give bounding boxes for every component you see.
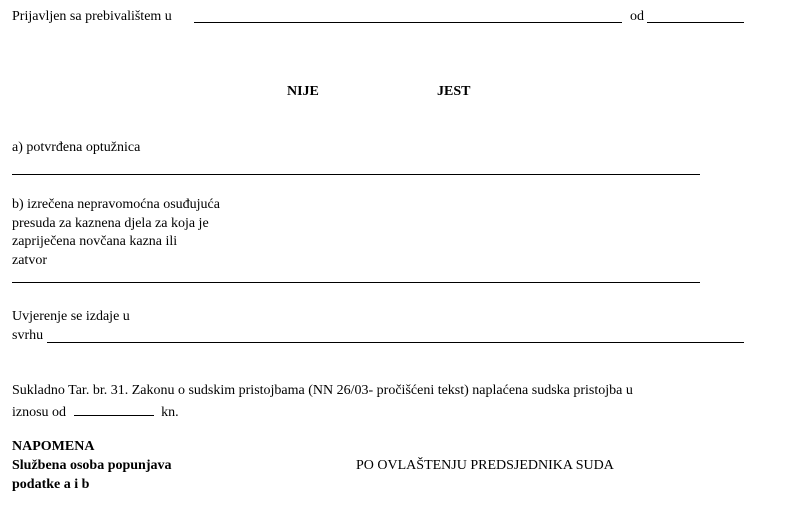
item-b-line-2: presuda za kaznena djela za koja je	[12, 215, 209, 231]
item-a-label: a) potvrđena optužnica	[12, 140, 141, 155]
fee-currency: kn.	[161, 405, 179, 420]
fee-amount-label: iznosu od	[12, 405, 67, 420]
item-b-line-1: b) izrečena nepravomoćna osuđujuća	[12, 197, 220, 212]
note-line-2: podatke a i b	[12, 477, 90, 492]
residence-input-line[interactable]	[194, 22, 622, 23]
item-b-line-3: zapriječena novčana kazna ili	[12, 234, 178, 249]
item-b-line[interactable]	[12, 282, 700, 283]
note-line-1: Službena osoba popunjava	[12, 458, 172, 473]
purpose-input-line[interactable]	[47, 342, 744, 343]
residence-label: Prijavljen sa prebivalištem u	[12, 9, 172, 24]
residence-date-line[interactable]	[647, 22, 744, 23]
residence-from-label: od	[630, 9, 644, 24]
fee-text: Sukladno Tar. br. 31. Zakonu o sudskim pristojbama (NN 26/03- pročišćeni tekst) naplaćena sudska pristojba u	[12, 383, 633, 398]
purpose-svrhu-label: svrhu	[12, 328, 44, 343]
fee-amount-input[interactable]	[74, 402, 154, 416]
item-b-text	[12, 196, 220, 270]
authority-signature-label: PO OVLAŠTENJU PREDSJEDNIKA SUDA	[356, 458, 614, 473]
option-no[interactable]: NIJE	[287, 84, 319, 99]
purpose-label: Uvjerenje se izdaje u	[12, 309, 130, 324]
note-title: NAPOMENA	[12, 439, 95, 454]
item-b-line-4: zatvor	[12, 252, 47, 268]
item-a-line[interactable]	[12, 174, 700, 175]
option-yes[interactable]: JEST	[437, 84, 471, 99]
fee-amount-row	[12, 402, 179, 421]
